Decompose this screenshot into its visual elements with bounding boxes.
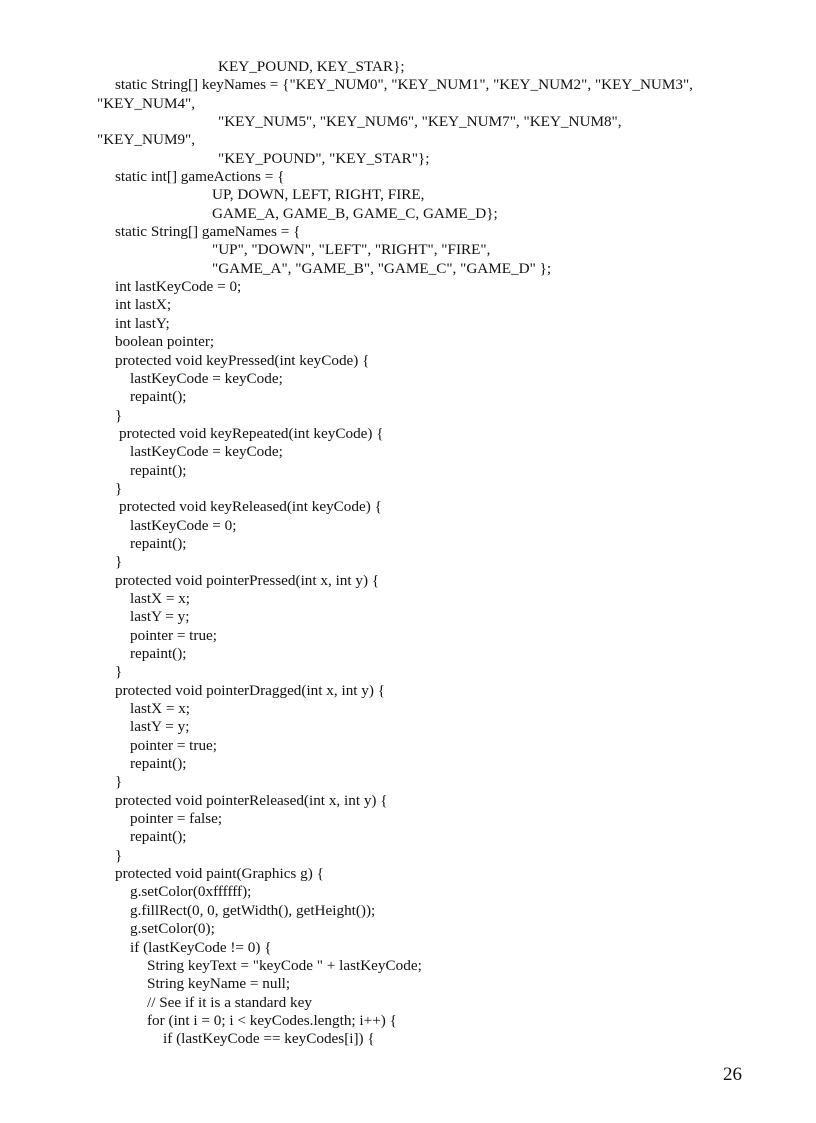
code-line-text: protected void keyReleased(int keyCode) { [119, 498, 382, 516]
code-line [0, 150, 816, 168]
code-line [0, 773, 816, 791]
code-line [0, 572, 816, 590]
code-line-text: lastX = x; [130, 589, 191, 607]
code-line-text: KEY_POUND, KEY_STAR}; [218, 58, 405, 75]
code-line-text: pointer = true; [130, 736, 218, 754]
code-line [0, 810, 816, 828]
code-line-text: protected void paint(Graphics g) { [115, 865, 324, 883]
code-line [0, 352, 816, 370]
code-line [0, 517, 816, 535]
code-line-text: int lastX; [115, 296, 172, 314]
code-line [0, 663, 816, 681]
code-line-text: } [115, 479, 123, 497]
code-line [0, 168, 816, 186]
code-line-text: } [115, 406, 123, 424]
code-line [0, 388, 816, 406]
code-line [0, 1012, 816, 1030]
code-line [0, 480, 816, 498]
code-line [0, 131, 816, 149]
code-line-text: repaint(); [130, 461, 187, 479]
code-line [0, 994, 816, 1012]
code-line-text: repaint(); [130, 645, 187, 662]
code-line [0, 113, 816, 131]
code-line [0, 462, 816, 480]
code-line-text: protected void pointerDragged(int x, int y) { [115, 681, 386, 699]
code-line-text: protected void pointerPressed(int x, int y) { [115, 571, 380, 589]
code-line-text: repaint(); [130, 534, 187, 552]
code-line-text: repaint(); [130, 755, 187, 773]
code-line-text: if (lastKeyCode == keyCodes[i]) { [163, 1030, 375, 1048]
code-line-text: "GAME_A", "GAME_B", "GAME_C", "GAME_D" }; [212, 259, 552, 277]
code-line [0, 865, 816, 883]
code-line [0, 1030, 816, 1048]
code-line-text: g.setColor(0); [130, 920, 215, 938]
code-line [0, 58, 816, 76]
code-line-text: } [115, 663, 123, 681]
code-line [0, 792, 816, 810]
code-line-text: "KEY_NUM4", [97, 94, 196, 112]
code-line-text: protected void pointerReleased(int x, int y) { [115, 791, 388, 809]
code-line-text: lastKeyCode = keyCode; [130, 369, 283, 387]
code-line-text: "KEY_POUND", "KEY_STAR"}; [218, 149, 430, 167]
code-line [0, 920, 816, 938]
code-line-text: GAME_A, GAME_B, GAME_C, GAME_D}; [212, 204, 498, 222]
code-line-text: String keyName = null; [147, 975, 291, 993]
code-line [0, 76, 816, 94]
code-line [0, 828, 816, 846]
code-line [0, 186, 816, 204]
code-line [0, 407, 816, 425]
code-line-text: "KEY_NUM9", [97, 131, 196, 149]
code-line-text: for (int i = 0; i < keyCodes.length; i++) { [147, 1011, 397, 1029]
code-line [0, 755, 816, 773]
code-line [0, 498, 816, 516]
code-line-text: "UP", "DOWN", "LEFT", "RIGHT", "FIRE", [212, 241, 491, 259]
code-listing [0, 58, 816, 1049]
code-line-text: pointer = true; [130, 626, 218, 644]
code-line [0, 682, 816, 700]
code-line [0, 645, 816, 663]
code-line-text: repaint(); [130, 828, 187, 846]
code-line [0, 627, 816, 645]
code-line-text: g.setColor(0xffffff); [130, 883, 252, 901]
code-line-text: int lastKeyCode = 0; [115, 278, 242, 296]
code-line [0, 590, 816, 608]
code-line [0, 553, 816, 571]
code-line-text: } [115, 846, 123, 864]
code-line-text: lastKeyCode = keyCode; [130, 443, 283, 461]
code-line-text: if (lastKeyCode != 0) { [130, 938, 272, 956]
code-line [0, 425, 816, 443]
code-line-text: "KEY_NUM5", "KEY_NUM6", "KEY_NUM7", "KEY_NUM8", [218, 113, 622, 131]
code-line-text: static String[] gameNames = { [115, 223, 301, 241]
code-line [0, 241, 816, 259]
code-line-text: g.fillRect(0, 0, getWidth(), getHeight()); [130, 901, 376, 919]
code-line [0, 608, 816, 626]
code-line-text: } [115, 773, 123, 791]
code-line [0, 260, 816, 278]
code-line [0, 333, 816, 351]
code-line-text: lastY = y; [130, 608, 190, 626]
code-line-text: boolean pointer; [115, 333, 215, 351]
page-number: 26 [723, 1064, 742, 1085]
code-line [0, 975, 816, 993]
code-line-text: } [115, 553, 123, 571]
code-line-text: lastY = y; [130, 718, 190, 736]
code-line-text: lastKeyCode = 0; [130, 516, 237, 534]
code-line-text: protected void keyPressed(int keyCode) { [115, 351, 370, 369]
code-line [0, 939, 816, 957]
code-line [0, 847, 816, 865]
code-line-text: UP, DOWN, LEFT, RIGHT, FIRE, [212, 186, 425, 204]
code-line [0, 223, 816, 241]
code-line [0, 443, 816, 461]
code-line [0, 205, 816, 223]
code-line-text: String keyText = "keyCode " + lastKeyCode; [147, 956, 422, 974]
code-line [0, 278, 816, 296]
code-line-text: int lastY; [115, 314, 170, 332]
code-line-text: protected void keyRepeated(int keyCode) { [119, 424, 384, 442]
code-line [0, 718, 816, 736]
code-line-text: // See if it is a standard key [147, 993, 312, 1011]
code-line-text: repaint(); [130, 388, 187, 406]
code-line [0, 737, 816, 755]
code-line [0, 957, 816, 975]
code-line [0, 700, 816, 718]
code-line [0, 902, 816, 920]
code-line [0, 535, 816, 553]
code-line-text: static String[] keyNames = {"KEY_NUM0", "KEY_NUM1", "KEY_NUM2", "KEY_NUM3", [115, 76, 693, 94]
code-line [0, 95, 816, 113]
code-line [0, 315, 816, 333]
code-line-text: lastX = x; [130, 700, 191, 718]
code-line [0, 370, 816, 388]
code-line-text: static int[] gameActions = { [115, 168, 285, 186]
code-line [0, 883, 816, 901]
code-line-text: pointer = false; [130, 810, 223, 828]
code-line [0, 296, 816, 314]
